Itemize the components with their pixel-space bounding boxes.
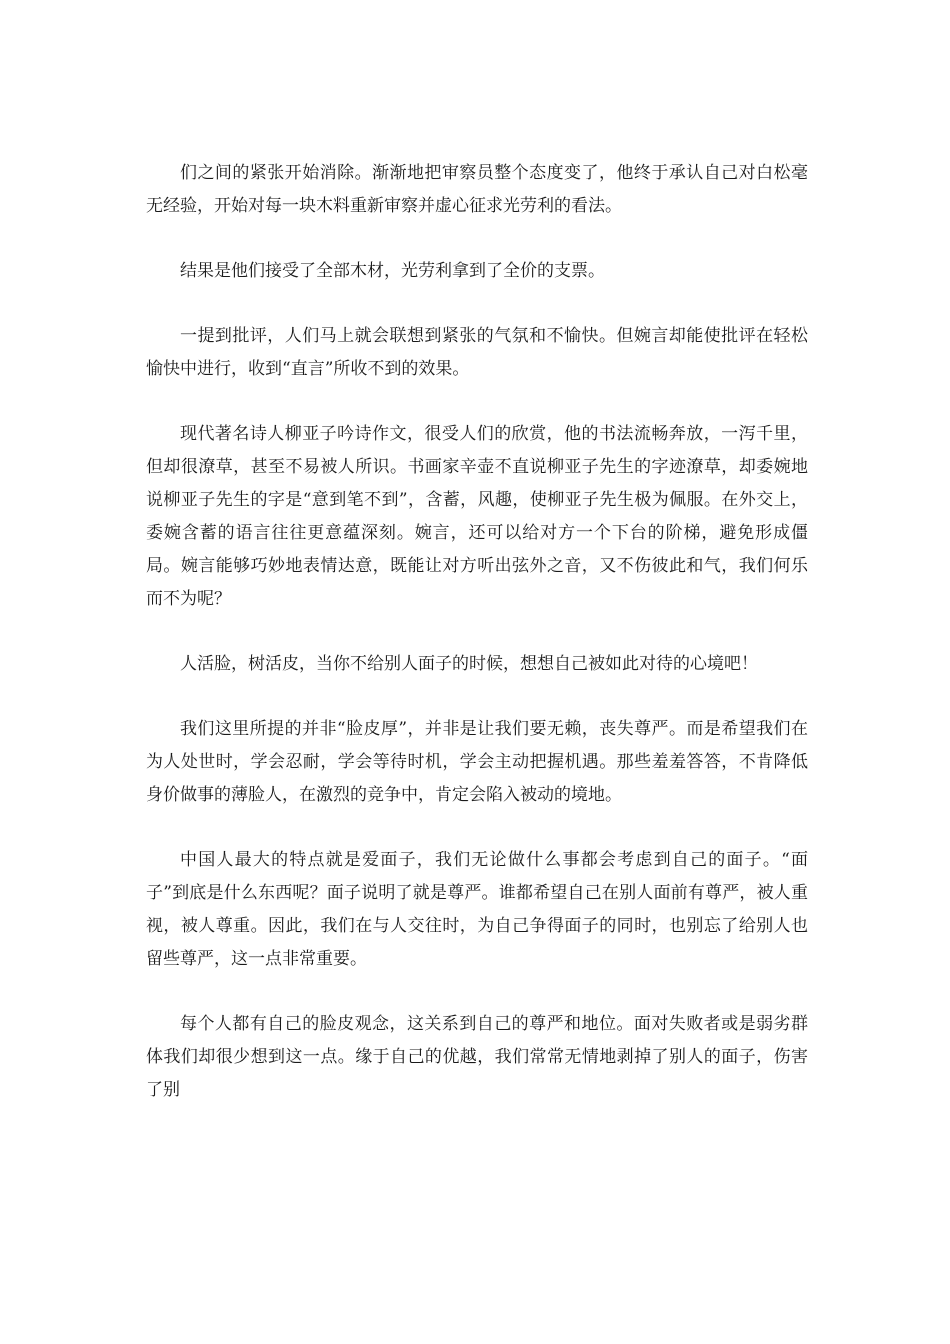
paragraph-8: 每个人都有自己的脸皮观念，这关系到自己的尊严和地位。面对失败者或是弱劣群体我们却很少想到这一点。缘于自己的优越，我们常常无情地剥掉了别人的面子，伤害了别 [146,1014,808,1100]
paragraph-7: 中国人最大的特点就是爱面子，我们无论做什么事都会考虑到自己的面子。“面子”到底是什么东西呢？面子说明了就是尊严。谁都希望自己在别人面前有尊严，被人重视，被人尊重。因此，我们在与人交往时，为自己争得面子的同时，也别忘了给别人也留些尊严，这一点非常重要。 [146,850,808,969]
paragraph-3: 一提到批评，人们马上就会联想到紧张的气氛和不愉快。但婉言却能使批评在轻松愉快中进行，收到“直言”所收不到的效果。 [146,326,808,379]
paragraph-5: 人活脸，树活皮，当你不给别人面子的时候，想想自己被如此对待的心境吧！ [180,654,758,674]
paragraph-2: 结果是他们接受了全部木材，光劳利拿到了全价的支票。 [180,261,605,281]
paragraph-1: 们之间的紧张开始消除。渐渐地把审察员整个态度变了，他终于承认自己对白松毫无经验，开始对每一块木料重新审察并虚心征求光劳利的看法。 [146,163,808,216]
paragraph-4: 现代著名诗人柳亚子吟诗作文，很受人们的欣赏，他的书法流畅奔放，一泻千里，但却很潦草，甚至不易被人所识。书画家辛壶不直说柳亚子先生的字迹潦草，却委婉地说柳亚子先生的字是“意到笔不到”，含蓄，风趣，使柳亚子先生极为佩服。在外交上，委婉含蓄的语言往往更意蕴深刻。婉言，还可以给对方一个下台的阶梯，避免形成僵局。婉言能够巧妙地表情达意，既能让对方听出弦外之音，又不伤彼此和气，我们何乐而不为呢？ [146,424,808,609]
paragraph-6: 我们这里所提的并非“脸皮厚”，并非是让我们要无赖，丧失尊严。而是希望我们在为人处世时，学会忍耐，学会等待时机，学会主动把握机遇。那些羞羞答答，不肯降低身价做事的薄脸人，在激烈的竞争中，肯定会陷入被动的境地。 [146,719,808,805]
document-page [146,157,808,1107]
